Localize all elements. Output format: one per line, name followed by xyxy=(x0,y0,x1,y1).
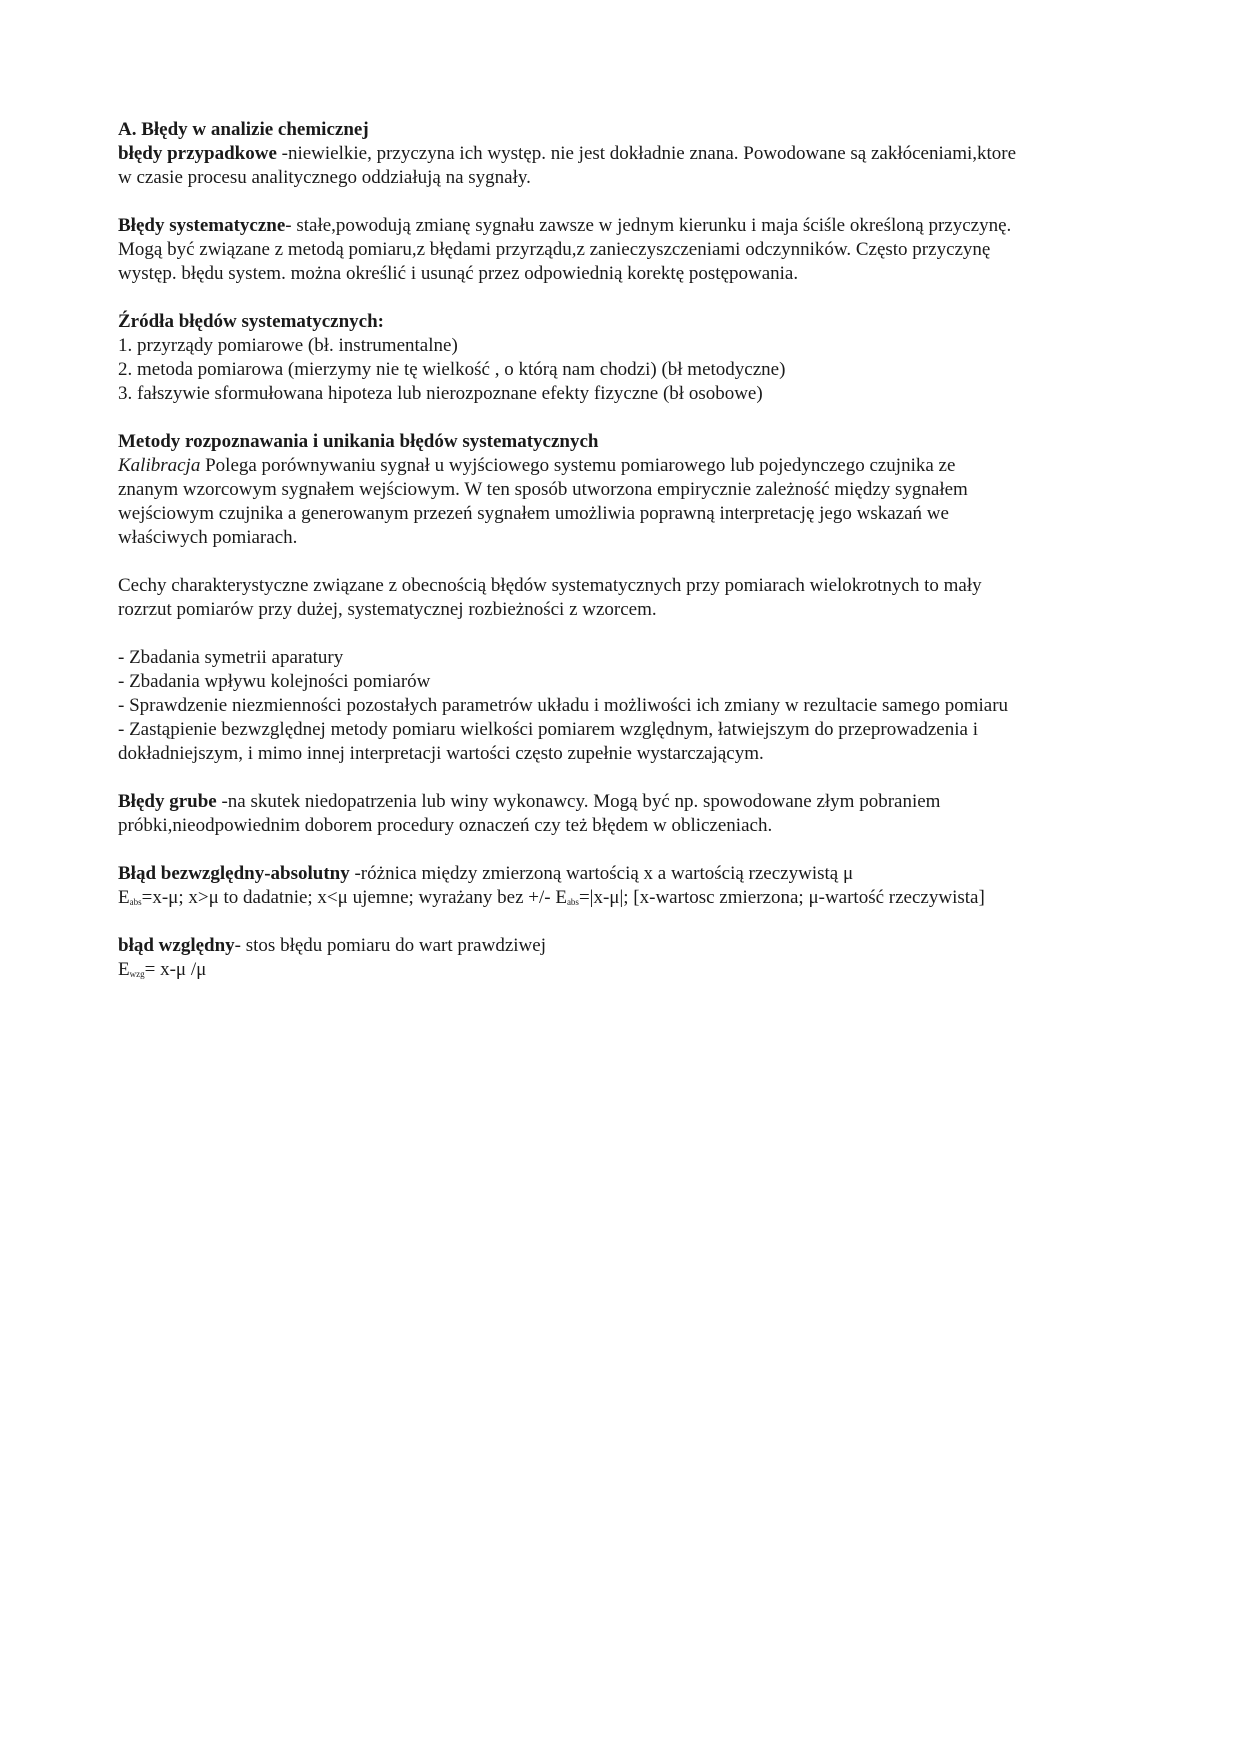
intro-section xyxy=(118,118,1150,190)
systematic-line-2: Mogą być związane z metodą pomiaru,z błędami przyrządu,z zanieczyszczeniami odczynników. Często przyczynę xyxy=(118,239,991,260)
calibration-term: Kalibracja xyxy=(118,455,201,476)
systematic-line-3: występ. błędu system. można określić i usunąć przez odpowiednią korektę postępowania. xyxy=(118,263,799,284)
methods-heading: Metody rozpoznawania i unikania błędów systematycznych xyxy=(118,431,599,452)
relative-line: błąd względny- stos błędu pomiaru do wart prawdziwej xyxy=(118,935,546,956)
relative-formula: $E_{wzg}= x-\mu$ /μ xyxy=(118,959,207,980)
absolute-formula: $E_{abs}=x-\mu$; x>μ to dadatnie; x<μ ujemne; wyrażany bez +/- $E_{abs}=|x-\mu|$; [x-wartosc zmierzona; μ-wartość rzeczywista] xyxy=(118,887,985,908)
list-item-continuation: dokładniejszym, i mimo innej interpretacji wartości często zupełnie wystarczającym. xyxy=(118,743,764,764)
calibration-line-4: właściwych pomiarach. xyxy=(118,527,298,548)
features-line-1: Cechy charakterystyczne związane z obecnością błędów systematycznych przy pomiarach wielokrotnych to mały xyxy=(118,575,982,596)
section-heading: A. Błędy w analizie chemicznej xyxy=(118,119,369,140)
gross-term: Błędy grube xyxy=(118,791,217,812)
sources-heading: Źródła błędów systematycznych: xyxy=(118,311,384,332)
features-line-2: rozrzut pomiarów przy dużej, systematycznej rozbieżności z wzorcem. xyxy=(118,599,657,620)
random-errors-line: błędy przypadkowe -niewielkie, przyczyna ich występ. nie jest dokładnie znana. Powodowane są zakłóceniami,ktore xyxy=(118,143,1017,164)
systematic-term: Błędy systematyczne xyxy=(118,215,286,236)
list-item: - Zbadania wpływu kolejności pomiarów xyxy=(118,671,431,692)
list-item: 3. fałszywie sformułowana hipoteza lub nierozpoznane efekty fizyczne (bł osobowe) xyxy=(118,383,763,404)
calibration-line-3: wejściowym czujnika a generowanym przezeń sygnałem umożliwia poprawną interpretację jego wskazań we xyxy=(118,503,949,524)
relative-section xyxy=(118,934,1150,982)
list-item: 1. przyrządy pomiarowe (bł. instrumentalne) xyxy=(118,335,458,356)
systematic-section xyxy=(118,214,1150,286)
list-item: - Zastąpienie bezwzględnej metody pomiaru wielkości pomiarem względnym, łatwiejszym do przeprowadzenia i xyxy=(118,719,978,740)
gross-section xyxy=(118,790,1150,838)
checks-section xyxy=(118,646,1150,766)
features-section xyxy=(118,574,1150,622)
relative-term: błąd względny xyxy=(118,935,235,956)
absolute-term: Błąd bezwzględny-absolutny xyxy=(118,863,350,884)
absolute-section xyxy=(118,862,1150,910)
list-item: 2. metoda pomiarowa (mierzymy nie tę wielkość , o którą nam chodzi) (bł metodyczne) xyxy=(118,359,786,380)
gross-line-1: Błędy grube -na skutek niedopatrzenia lub winy wykonawcy. Mogą być np. spowodowane złym pobraniem xyxy=(118,791,941,812)
calibration-line-2: znanym wzorcowym sygnałem wejściowym. W ten sposób utworzona empirycznie zależność między sygnałem xyxy=(118,479,968,500)
list-item: - Zbadania symetrii aparatury xyxy=(118,647,344,668)
sources-section xyxy=(118,310,1150,406)
methods-section xyxy=(118,430,1150,550)
random-errors-term: błędy przypadkowe xyxy=(118,143,277,164)
absolute-line: Błąd bezwzględny-absolutny -różnica między zmierzoną wartością x a wartością rzeczywistą μ xyxy=(118,863,854,884)
list-item: - Sprawdzenie niezmienności pozostałych parametrów układu i możliwości ich zmiany w rezultacie samego pomiaru xyxy=(118,695,1009,716)
systematic-line-1: Błędy systematyczne- stałe,powodują zmianę sygnału zawsze w jednym kierunku i maja ściśle określoną przyczynę. xyxy=(118,215,1012,236)
calibration-line-1: Kalibracja Polega porównywaniu sygnał u wyjściowego systemu pomiarowego lub pojedynczego czujnika ze xyxy=(118,455,956,476)
random-errors-line-2: w czasie procesu analitycznego oddziałują na sygnały. xyxy=(118,167,531,188)
gross-line-2: próbki,nieodpowiednim doborem procedury oznaczeń czy też błędem w obliczeniach. xyxy=(118,815,773,836)
